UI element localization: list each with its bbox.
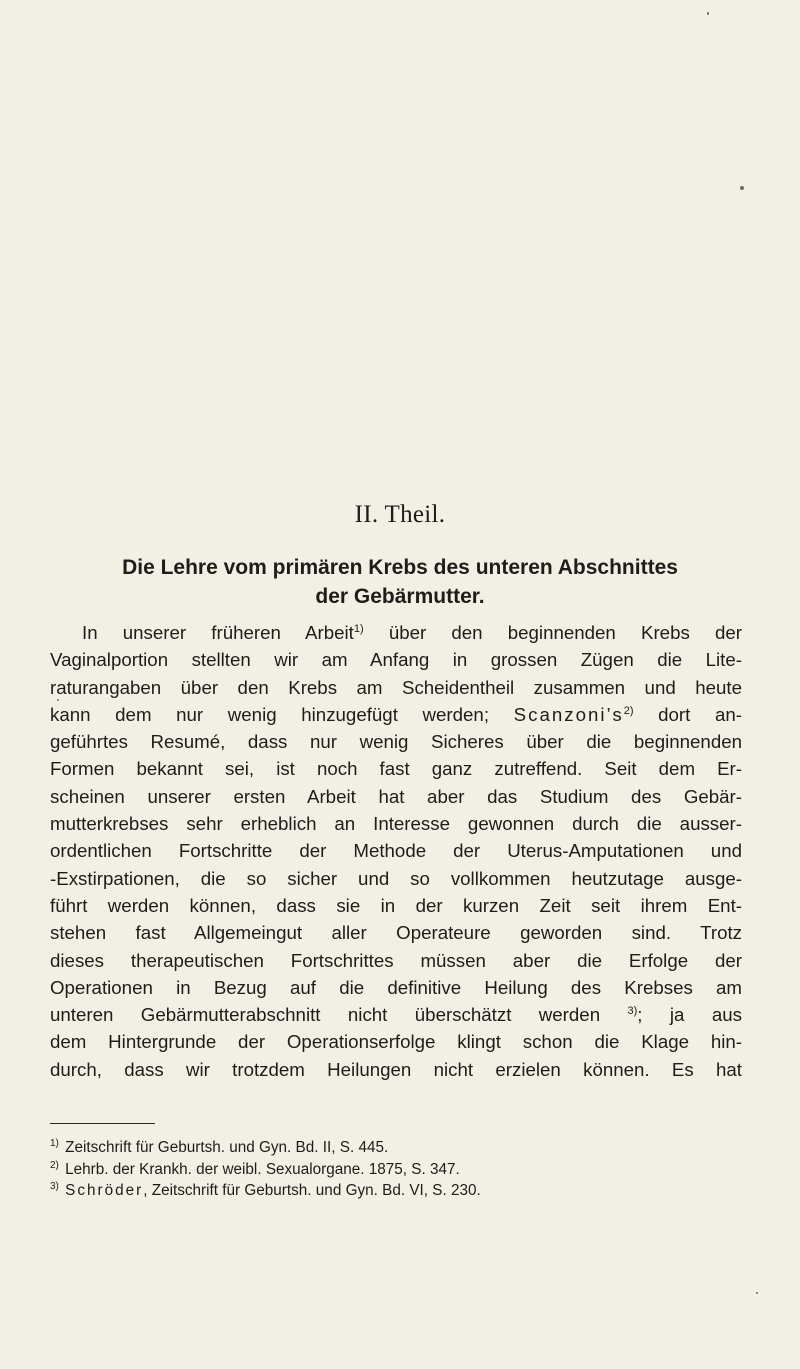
text-line [50, 619, 742, 646]
text-segment: dort an- [658, 703, 742, 725]
text-line: -Exstirpationen, die so sicher und so vollkommen heutzutage ausge- [50, 867, 742, 889]
author-name: Schröder [65, 1182, 144, 1199]
footnote [50, 1159, 730, 1181]
body-paragraph [50, 619, 742, 1083]
text-line: ordentlichen Fortschritte der Methode der Uterus-Amputationen und [50, 840, 742, 862]
text-line: Formen bekannt sei, ist noch fast ganz zutreffend. Seit dem Er- [50, 758, 742, 780]
text-line: mutterkrebses sehr erheblich an Interesse gewonnen durch die ausser- [50, 813, 742, 835]
text-line: stehen fast Allgemeingut aller Operateure geworden sind. Trotz [50, 922, 742, 944]
text-line: führt werden können, dass sie in der kurzen Zeit seit ihrem Ent- [50, 894, 742, 916]
footnote-divider [50, 1123, 155, 1124]
text-segment: ; ja aus [637, 1004, 742, 1026]
footnote [50, 1180, 730, 1202]
text-line: Vaginalportion stellten wir am Anfang in grossen Zügen die Lite- [50, 649, 742, 671]
footnote-mark: 3) [50, 1181, 59, 1192]
text-segment: kann dem nur wenig hinzugefügt werden; [50, 703, 490, 725]
footnote-mark: 1) [50, 1138, 59, 1149]
text-line: dieses therapeutischen Fortschrittes müssen aber die Erfolge der [50, 949, 742, 971]
paper-speck [756, 1292, 758, 1294]
part-heading: II. Theil. [354, 501, 446, 528]
chapter-title-line-1: Die Lehre vom primären Krebs des unteren Abschnittes [122, 556, 678, 579]
chapter-title-line-2: der Gebärmutter. [315, 585, 485, 608]
paper-speck [740, 186, 744, 190]
text-line: geführtes Resumé, dass nur wenig Sicheres über die beginnenden [50, 731, 742, 753]
footnote-text: Lehrb. der Krankh. der weibl. Sexualorgane. 1875, S. 347. [65, 1160, 460, 1178]
text-line [50, 701, 742, 728]
footnote [50, 1137, 730, 1159]
text-segment: In unserer früheren Arbeit [82, 622, 354, 643]
text-line: scheinen unserer ersten Arbeit hat aber das Studium des Gebär- [50, 785, 742, 807]
text-segment: unteren Gebärmutterabschnitt nicht überschätzt werden [50, 1004, 601, 1026]
footnotes [50, 1137, 730, 1202]
paper-speck [707, 12, 709, 15]
author-name: Scanzoni’s [513, 703, 624, 725]
footnote-ref: 1) [353, 623, 364, 635]
text-line: durch, dass wir trotzdem Heilungen nicht erzielen können. Es hat [50, 1058, 742, 1080]
footnote-mark: 2) [50, 1159, 59, 1171]
chapter-title [60, 553, 740, 611]
text-line: Operationen in Bezug auf die definitive Heilung des Krebses am [50, 976, 742, 998]
footnote-ref: 2) [623, 704, 634, 717]
text-line: dem Hintergrunde der Operationserfolge klingt schon die Klage hin- [50, 1031, 742, 1053]
footnote-text: , Zeitschrift für Geburtsh. und Gyn. Bd. VI, S. 230. [143, 1182, 481, 1199]
footnote-ref: 3) [627, 1005, 638, 1018]
text-line [50, 1001, 742, 1028]
footnote-text: Zeitschrift für Geburtsh. und Gyn. Bd. II, S. 445. [65, 1139, 389, 1156]
text-segment: über den beginnenden Krebs der [388, 622, 742, 643]
text-line: raturangaben über den Krebs am Scheidentheil zusammen und heute [50, 676, 742, 698]
paper-speck [57, 699, 59, 701]
